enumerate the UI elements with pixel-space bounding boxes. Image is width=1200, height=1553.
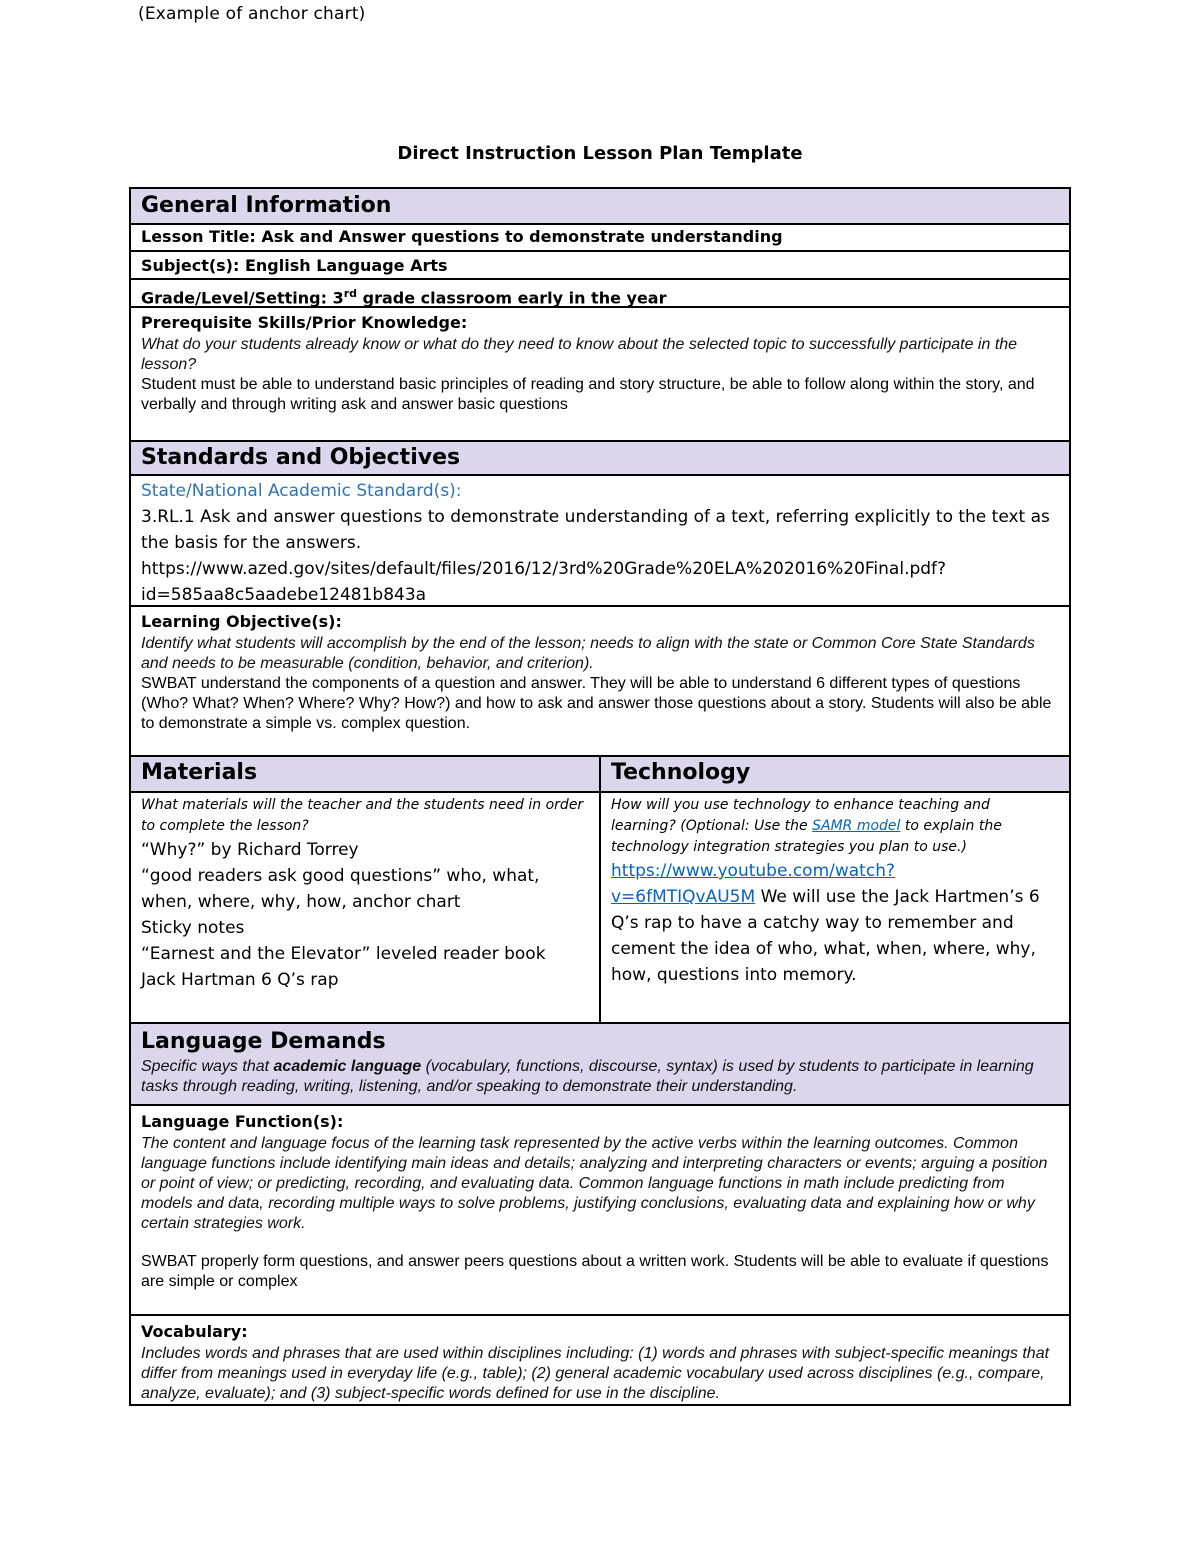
samr-model-link[interactable]: SAMR model [812, 818, 901, 834]
materials-item: “Earnest and the Elevator” leveled reader book [141, 944, 546, 964]
vocabulary-row [131, 1316, 1069, 1404]
academic-language-term: academic language [273, 1058, 422, 1075]
language-demands-intro [141, 1057, 1059, 1097]
prerequisite-answer: Student must be able to understand basic principles of reading and story structure, be able to follow along within the story, and verbally and through writing ask and answer basic questions [141, 376, 1035, 413]
technology-cell [601, 793, 1069, 1022]
lesson-title-row [131, 225, 1069, 252]
standard-text: 3.RL.1 Ask and answer questions to demonstrate understanding of a text, referring explicitly to the text as the basis for the answers. [141, 507, 1050, 553]
technology-prompt [611, 795, 1059, 858]
grade-row [131, 280, 1069, 308]
youtube-link-line-1[interactable]: https://www.youtube.com/watch? [611, 861, 895, 881]
materials-title: Materials [141, 760, 258, 785]
subjects-value: English Language Arts [244, 256, 448, 275]
vocabulary-label: Vocabulary: [141, 1322, 248, 1341]
lesson-plan-table [129, 187, 1071, 1406]
general-information-header [131, 189, 1069, 225]
language-function-prompt: The content and language focus of the learning task represented by the active verbs within the learning outcomes. Common language functions include identifying main ideas and details; analyzing and interpreting characters or events; arguing a position or point of view; or predicting, recording, and evaluating data. Common language functions in math include predicting from models and data, recording multiple ways to solve problems, justifying conclusions, evaluating data and explaining how or why certain strategies work. [141, 1135, 1048, 1232]
language-intro-a: Specific ways that [141, 1058, 270, 1075]
materials-technology-header [131, 757, 1069, 793]
language-intro-b: (vocabulary, functions, discourse, syntax) is used by students to participate in learning tasks through reading, writing, listening, and/or speaking to demonstrate their understanding. [141, 1058, 1034, 1095]
subjects-label: Subject(s): [141, 256, 240, 275]
technology-prompt-b: to explain the technology integration strategies you plan to use.) [611, 818, 1002, 855]
lesson-title-value: Ask and Answer questions to demonstrate understanding [261, 227, 783, 246]
materials-prompt: What materials will the teacher and the students need in order to complete the lesson? [141, 797, 584, 834]
language-function-answer: SWBAT properly form questions, and answer peers questions about a written work. Students will be able to evaluate if questions are simple or complex [141, 1253, 1049, 1290]
lesson-title-label: Lesson Title: [141, 227, 256, 246]
prerequisite-label: Prerequisite Skills/Prior Knowledge: [141, 313, 468, 332]
standards-row [131, 476, 1069, 607]
technology-answer: We will use the Jack Hartmen’s 6 Q’s rap to have a catchy way to remember and cement the idea of who, what, when, where, why, how, questions into memory. [611, 887, 1040, 985]
grade-label: Grade/Level/Setting: [141, 288, 328, 308]
technology-prompt-a: How will you use technology to enhance teaching and learning? (Optional: Use the [611, 797, 990, 834]
page-title: Direct Instruction Lesson Plan Template [397, 143, 803, 164]
materials-item: Sticky notes [141, 918, 245, 938]
language-function-label: Language Function(s): [141, 1112, 344, 1131]
materials-item: “good readers ask good questions” who, what, when, where, why, how, anchor chart [141, 866, 540, 912]
standards-header [131, 442, 1069, 476]
materials-technology-row [131, 793, 1069, 1024]
materials-item: Jack Hartman 6 Q’s rap [141, 970, 339, 990]
prerequisite-row [131, 308, 1069, 442]
prerequisite-prompt: What do your students already know or what do they need to know about the selected topic to successfully participate in the lesson? [141, 336, 1018, 373]
youtube-link-line-2[interactable]: v=6fMTIQvAU5M [611, 887, 756, 907]
general-information-title: General Information [141, 193, 392, 218]
language-demands-header [131, 1024, 1069, 1106]
materials-header [131, 757, 601, 791]
objective-prompt: Identify what students will accomplish by the end of the lesson; needs to align with the state or Common Core State Standards and needs to be measurable (condition, behavior, and criterion). [141, 635, 1035, 672]
standard-url-line-2: id=585aa8c5aadebe12481b843a [141, 585, 427, 605]
technology-title: Technology [611, 760, 751, 785]
grade-number: 3 [332, 288, 344, 308]
vocabulary-prompt: Includes words and phrases that are used within disciplines including: (1) words and phrases with subject-specific meanings that differ from meanings used in everyday life (e.g., table); (2) general academic vocabulary used across disciplines (e.g., compare, analyze, evaluate); and (3) subject-specific words defined for use in the discipline. [141, 1345, 1050, 1402]
standard-label: State/National Academic Standard(s): [141, 481, 462, 501]
objective-label: Learning Objective(s): [141, 612, 342, 631]
grade-value: grade classroom early in the year [362, 288, 667, 308]
materials-cell [131, 793, 601, 1022]
technology-header [601, 757, 1069, 791]
subjects-row [131, 252, 1069, 280]
language-function-row [131, 1106, 1069, 1316]
technology-answer-block [611, 858, 1059, 988]
objective-answer: SWBAT understand the components of a question and answer. They will be able to understand 6 different types of questions (Who? What? When? Where? Why? How?) and how to ask and answer those questions about a story. Students will also be able to demonstrate a simple vs. complex question. [141, 675, 1052, 732]
standard-url-line-1: https://www.azed.gov/sites/default/files/2016/12/3rd%20Grade%20ELA%202016%20Final.pdf? [141, 559, 947, 579]
anchor-chart-note: (Example of anchor chart) [138, 4, 366, 24]
grade-suffix: rd [343, 287, 358, 300]
objectives-row [131, 607, 1069, 757]
language-demands-title: Language Demands [141, 1029, 386, 1054]
standards-title: Standards and Objectives [141, 445, 461, 470]
materials-item: “Why?” by Richard Torrey [141, 840, 359, 860]
